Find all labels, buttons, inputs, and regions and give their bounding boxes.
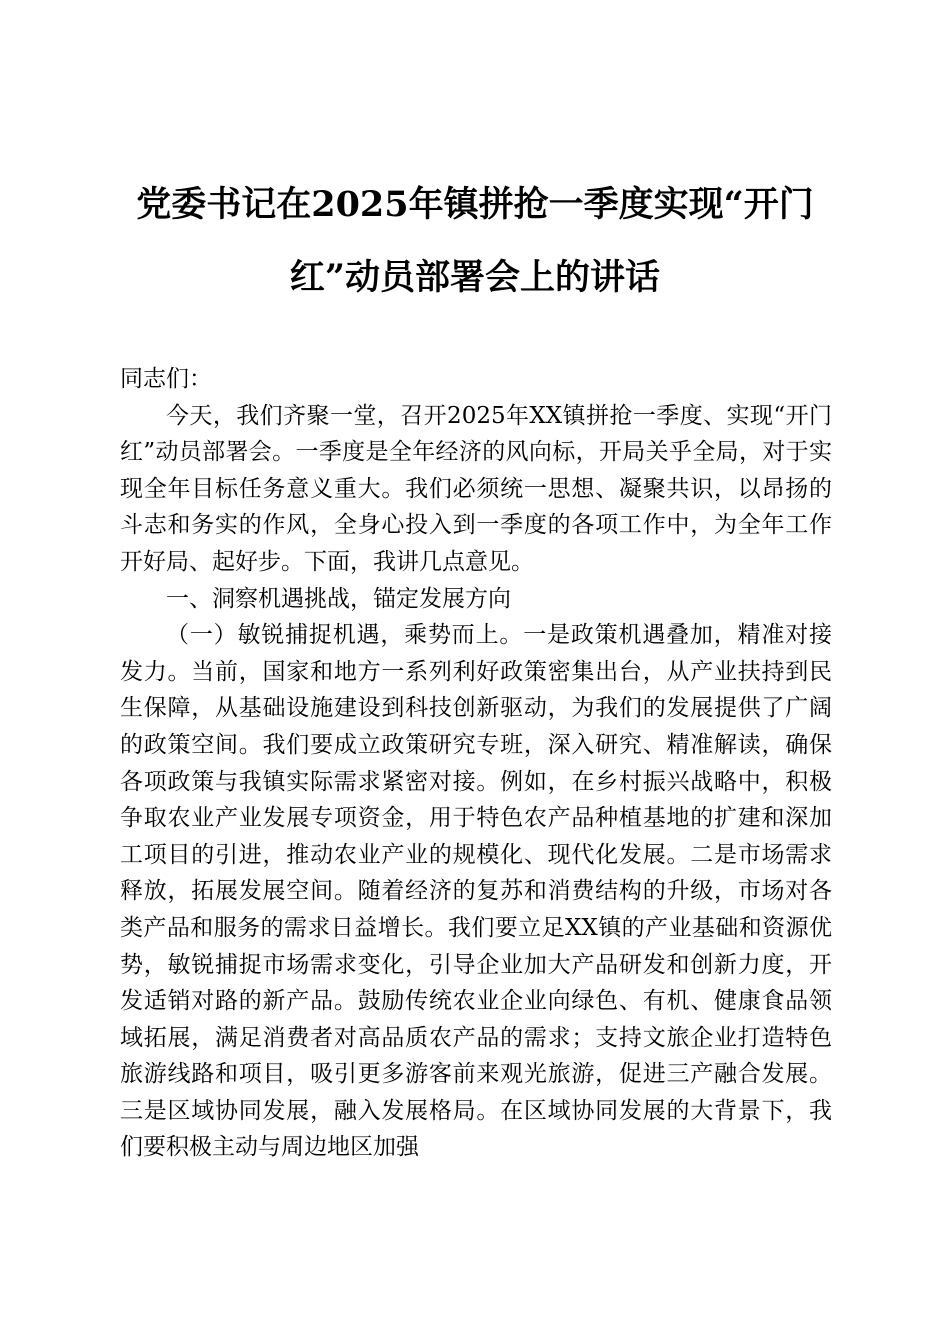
intro-paragraph: 今天，我们齐聚一堂，召开2025年XX镇拼抢一季度、实现“开门红”动员部署会。一季度是全年经济的风向标，开局关乎全局，对于实现全年目标任务意义重大。我们必须统一思想、凝聚共识，以昂扬的斗志和务实的作风，全身心投入到一季度的各项工作中，为全年工作开好局、起好步。下面，我讲几点意见。 — [120, 402, 832, 575]
salutation: 同志们： — [120, 366, 212, 392]
document-body — [120, 361, 832, 1166]
body-paragraph: （一）敏锐捕捉机遇，乘势而上。一是政策机遇叠加，精准对接发力。当前，国家和地方一系列利好政策密集出台，从产业扶持到民生保障，从基础设施建设到科技创新驱动，为我们的发展提供了广阔的政策空间。我们要成立政策研究专班，深入研究、精准解读，确保各项政策与我镇实际需求紧密对接。例如，在乡村振兴战略中，积极争取农业产业发展专项资金，用于特色农产品种植基地的扩建和深加工项目的引进，推动农业产业的规模化、现代化发展。二是市场需求释放，拓展发展空间。随着经济的复苏和消费结构的升级，市场对各类产品和服务的需求日益增长。我们要立足XX镇的产业基础和资源优势，敏锐捕捉市场需求变化，引导企业加大产品研发和创新力度，开发适销对路的新产品。鼓励传统农业企业向绿色、有机、健康食品领域拓展，满足消费者对高品质农产品的需求；支持文旅企业打造特色旅游线路和项目，吸引更多游客前来观光旅游，促进三产融合发展。三是区域协同发展，融入发展格局。在区域协同发展的大背景下，我们要积极主动与周边地区加强 — [120, 622, 832, 1161]
document-title: 党委书记在2025年镇拼抢一季度实现“开门红”动员部署会上的讲话 — [136, 184, 814, 298]
section-heading: 一、洞察机遇挑战，锚定发展方向 — [166, 585, 511, 612]
